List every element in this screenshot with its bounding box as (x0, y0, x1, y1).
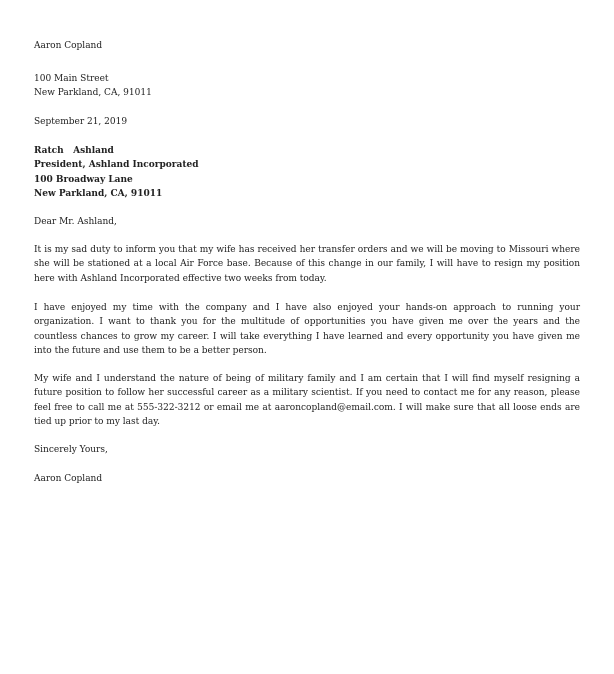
sender-address-line1: 100 Main Street (34, 74, 109, 84)
recipient-name: Ratch Ashland (34, 146, 114, 156)
letter-date: September 21, 2019 (34, 117, 128, 127)
recipient-block (34, 144, 199, 201)
sender-address (34, 72, 152, 101)
recipient-address-line2: New Parkland, CA, 91011 (34, 188, 163, 199)
recipient-title: President, Ashland Incorporated (34, 160, 199, 171)
closing: Sincerely Yours, (34, 445, 108, 455)
body-paragraph-2: I have enjoyed my time with the company and I have also enjoyed your hands-on approach to running your organization. I want to thank you for the multitude of opportunities you have given me over the years and the countless chances to grow my career. I will take everything I have learned and every opportunity you have given me into the future and use them to be a better person. (34, 303, 580, 356)
signature-name: Aaron Copland (34, 474, 103, 484)
recipient-address-line1: 100 Broadway Lane (34, 174, 133, 185)
body-paragraph-3: My wife and I understand the nature of being of military family and I am certain that I will find myself resigning a future position to follow her successful career as a military scientist. If you need to contact me for any reason, please feel free to call me at 555-322-3212 or email me at aaroncopland@email.com. I will make sure that all loose ends are tied up prior to my last day. (34, 374, 580, 427)
sender-address-line2: New Parkland, CA, 91011 (34, 88, 152, 99)
sender-name: Aaron Copland (34, 41, 103, 51)
body-paragraph-1: It is my sad duty to inform you that my wife has received her transfer orders and we will be moving to Missouri where she will be stationed at a local Air Force base. Because of this change in our family, I will have to resign my position here with Ashland Incorporated effective two weeks from today. (34, 245, 580, 284)
salutation: Dear Mr. Ashland, (34, 217, 117, 227)
